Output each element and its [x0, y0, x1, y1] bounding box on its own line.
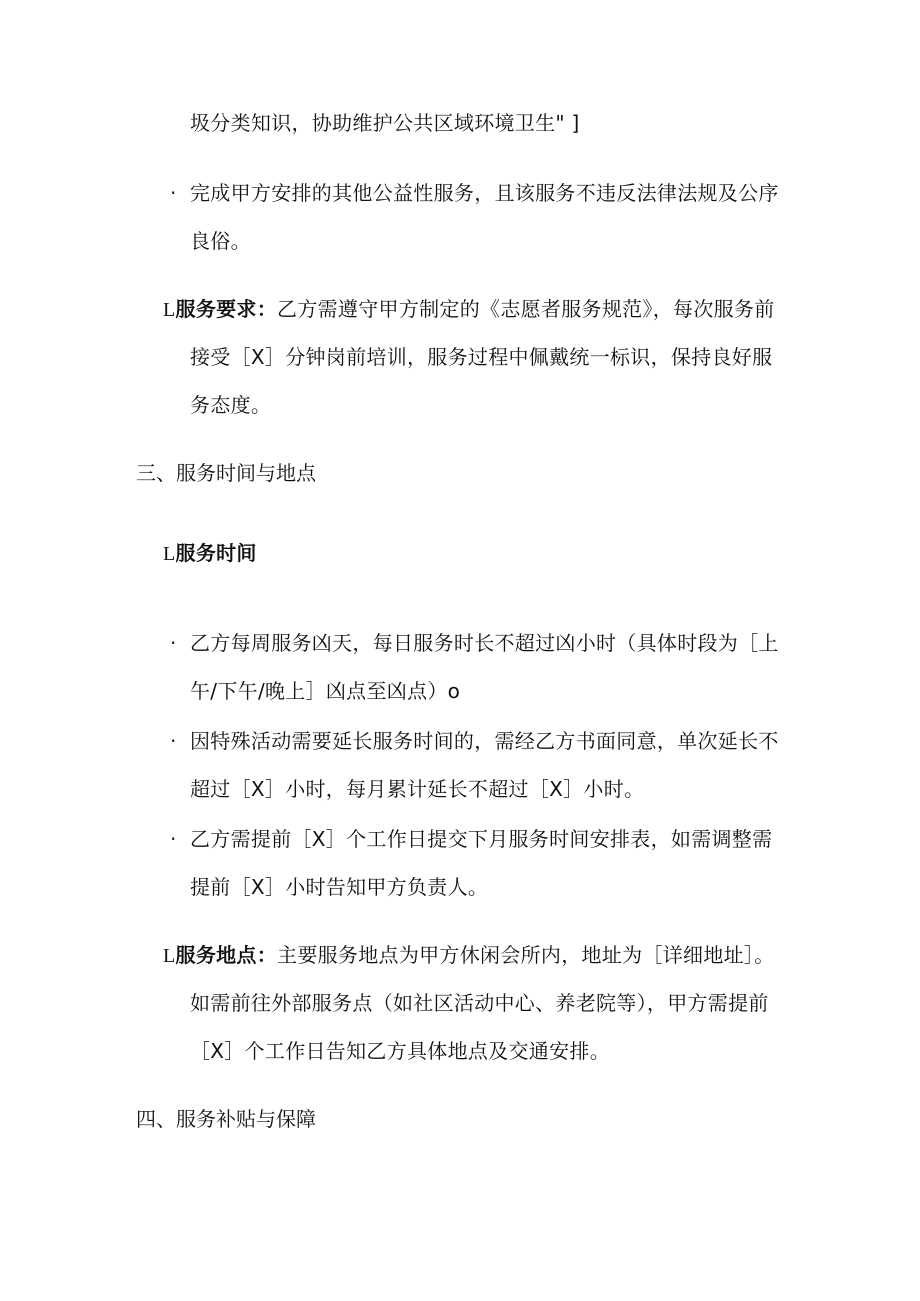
list-marker: L [163, 945, 176, 967]
list-item-line: 良俗。 [190, 229, 251, 253]
paragraph-text: 主要服务地点为甲方休闲会所内，地址为［详细地址］。 [277, 943, 775, 967]
bullet-dot: · [170, 181, 177, 205]
paragraph-text: 乙方需遵守甲方制定的《志愿者服务规范》，每次服务前 [277, 297, 775, 321]
list-marker: L [163, 543, 176, 565]
paragraph-line: ［X］个工作日告知乙方具体地点及交通安排。 [190, 1039, 611, 1063]
bullet-dot: · [170, 827, 177, 851]
continuation-text: 圾分类知识，协助维护公共区域环境卫生" ] [190, 111, 580, 135]
service-time-heading [163, 540, 257, 567]
list-item-line: 完成甲方安排的其他公益性服务，且该服务不违反法律法规及公序 [190, 181, 779, 205]
service-location-label: 服务地点： [175, 943, 278, 967]
service-requirements-paragraph [163, 296, 775, 323]
paragraph-line: 接受［X］分钟岗前培训，服务过程中佩戴统一标识，保持良好服 [190, 345, 773, 369]
paragraph-line: 务态度。 [190, 393, 272, 417]
section-heading-4: 四、服务补贴与保障 [136, 1107, 316, 1131]
section-heading-3: 三、服务时间与地点 [136, 461, 316, 485]
bullet-dot: · [170, 729, 177, 753]
list-item-line: 提前［X］小时告知甲方负责人。 [190, 875, 489, 899]
service-requirements-label: 服务要求： [175, 297, 278, 321]
list-item-line: 因特殊活动需要延长服务时间的，需经乙方书面同意，单次延长不 [190, 729, 779, 753]
bullet-dot: · [170, 631, 177, 655]
list-marker: L [163, 299, 176, 321]
list-item-line: 乙方需提前［X］个工作日提交下月服务时间安排表，如需调整需 [190, 827, 773, 851]
list-item-line: 超过［X］小时，每月累计延长不超过［X］小时。 [190, 777, 645, 801]
list-item-line: 午/下午/晚上］凶点至凶点）o [190, 679, 461, 703]
paragraph-line: 如需前往外部服务点（如社区活动中心、养老院等），甲方需提前 [190, 991, 769, 1015]
service-location-paragraph [163, 942, 775, 969]
service-time-label: 服务时间 [175, 541, 257, 565]
list-item-line: 乙方每周服务凶天，每日服务时长不超过凶小时（具体时段为［上 [190, 631, 779, 655]
